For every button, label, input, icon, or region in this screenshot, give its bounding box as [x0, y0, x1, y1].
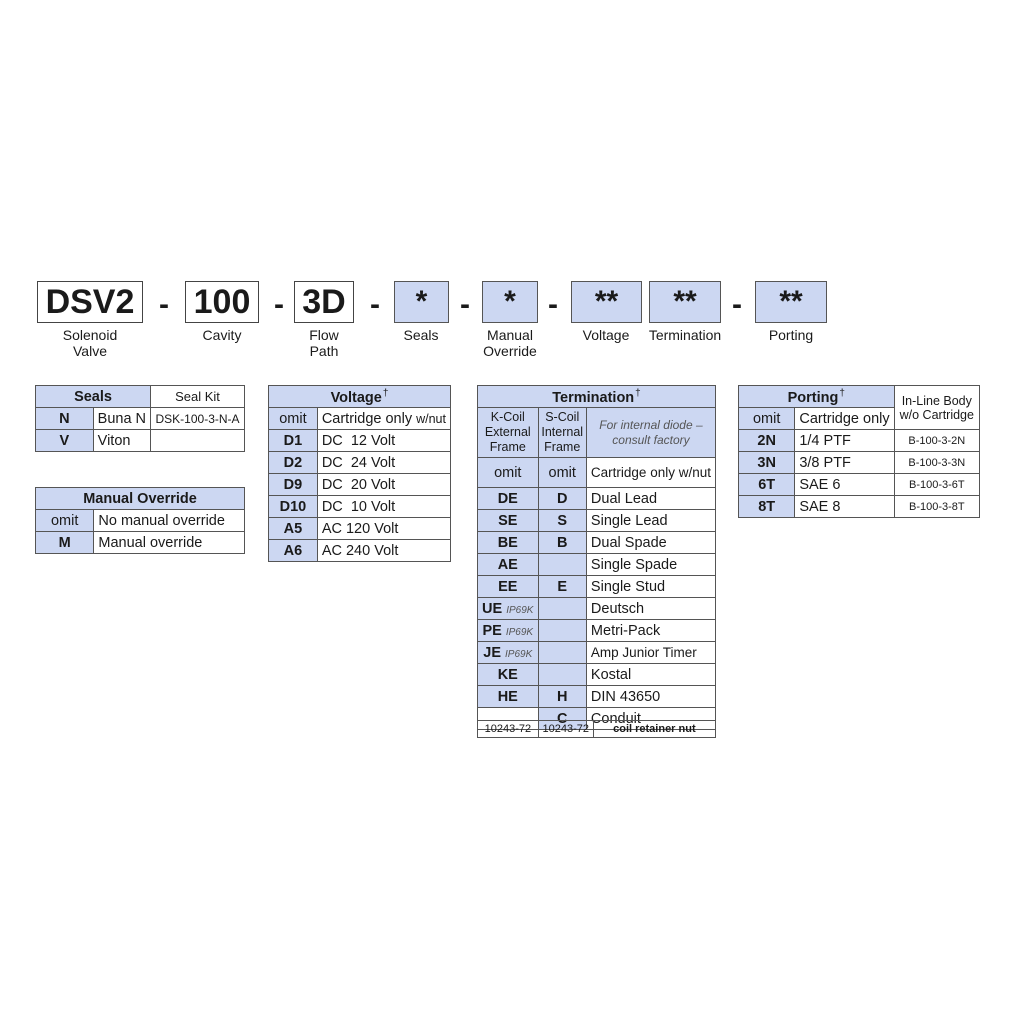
termination-desc: DIN 43650 [586, 686, 715, 708]
termination-desc: Cartridge only w/nut [586, 458, 715, 488]
porting-desc: Cartridge only [795, 408, 894, 430]
table-row [269, 474, 451, 496]
porting-body-part: B-100-3-6T [894, 474, 979, 496]
k-code-text: BE [497, 534, 518, 551]
table-row [36, 408, 245, 430]
seal-desc: Viton [93, 430, 150, 452]
voltage-desc: DC 12 Volt [317, 430, 450, 452]
porting-code: 3N [739, 452, 795, 474]
table-row [478, 664, 716, 686]
model-code-dash: - [274, 288, 284, 321]
k-code-text: SE [498, 512, 518, 529]
voltage-omit-desc: Cartridge only [321, 410, 413, 427]
porting-body-part: B-100-3-2N [894, 430, 979, 452]
termination-s-code: C [538, 708, 586, 730]
porting-code: 8T [739, 496, 795, 518]
table-row [269, 452, 451, 474]
termination-s-code: S [538, 510, 586, 532]
porting-table [738, 385, 980, 518]
termination-k-code [478, 488, 539, 510]
model-code-label-cavity: Cavity [202, 327, 242, 343]
voltage-desc: AC 240 Volt [317, 540, 450, 562]
voltage-title-text: Voltage [330, 389, 382, 406]
nut-desc: coil retainer nut [593, 721, 715, 738]
dagger-mark: † [839, 387, 845, 399]
override-desc: Manual override [94, 532, 245, 554]
termination-desc: Single Stud [586, 576, 715, 598]
override-desc: No manual override [94, 510, 245, 532]
porting-title [739, 386, 895, 408]
termination-s-code [538, 598, 586, 620]
termination-desc: Single Lead [586, 510, 715, 532]
voltage-code: D1 [269, 430, 318, 452]
model-code-box-cavity: 100 [185, 281, 259, 323]
table-row [478, 510, 716, 532]
table-row [739, 430, 980, 452]
porting-desc: 3/8 PTF [795, 452, 894, 474]
termination-k-code: omit [478, 458, 539, 488]
table-row [478, 458, 716, 488]
s-coil-header: S-Coil Internal Frame [538, 408, 586, 458]
voltage-title [269, 386, 451, 408]
termination-k-code [478, 554, 539, 576]
seal-desc: Buna N [93, 408, 150, 430]
porting-body-part: B-100-3-3N [894, 452, 979, 474]
porting-code: 6T [739, 474, 795, 496]
termination-k-code [478, 686, 539, 708]
porting-code: 2N [739, 430, 795, 452]
internal-diode-note: For internal diode – consult factory [586, 408, 715, 458]
termination-k-code [478, 576, 539, 598]
termination-s-code: D [538, 488, 586, 510]
manual-override-title: Manual Override [36, 488, 245, 510]
termination-k-code [478, 664, 539, 686]
voltage-code: D10 [269, 496, 318, 518]
table-row [739, 452, 980, 474]
model-code-box-termination: ** [649, 281, 721, 323]
in-line-body-header: In-Line Body w/o Cartridge [894, 386, 979, 430]
termination-s-code: omit [538, 458, 586, 488]
termination-table [477, 385, 716, 730]
model-code-label-seals: Seals [403, 327, 439, 343]
termination-desc: Amp Junior Timer [586, 642, 715, 664]
voltage-desc: DC 24 Volt [317, 452, 450, 474]
termination-title-text: Termination [552, 389, 635, 406]
termination-s-code [538, 642, 586, 664]
seal-kit-header: Seal Kit [151, 386, 245, 408]
table-row [739, 474, 980, 496]
termination-desc: Dual Lead [586, 488, 715, 510]
termination-s-code [538, 664, 586, 686]
table-row [478, 642, 716, 664]
manual-override-table [35, 487, 245, 554]
model-code-dash: - [460, 288, 470, 321]
table-row [269, 408, 451, 430]
porting-title-text: Porting [787, 389, 839, 406]
model-code-dash: - [370, 288, 380, 321]
termination-s-code: E [538, 576, 586, 598]
termination-k-code [478, 642, 539, 664]
porting-desc: SAE 6 [795, 474, 894, 496]
voltage-desc: DC 10 Volt [317, 496, 450, 518]
termination-desc: Conduit [586, 708, 715, 730]
k-code-text: JE [483, 644, 501, 661]
model-code-dash: - [732, 288, 742, 321]
termination-s-code: B [538, 532, 586, 554]
ip-rating: IP69K [506, 604, 534, 616]
model-code-label-voltage: Voltage [582, 327, 630, 343]
model-code-label-termination: Termination [648, 327, 722, 343]
table-row [478, 686, 716, 708]
ip-rating: IP69K [505, 648, 533, 660]
k-coil-header: K-Coil External Frame [478, 408, 539, 458]
model-code-label-solenoid-valve: Solenoid Valve [62, 327, 118, 359]
voltage-code: A6 [269, 540, 318, 562]
k-code-text: EE [498, 578, 518, 595]
table-row [478, 488, 716, 510]
termination-title [478, 386, 716, 408]
model-code-label-porting: Porting [768, 327, 814, 343]
model-code-box-seals: * [394, 281, 449, 323]
table-row [739, 496, 980, 518]
table-row [478, 554, 716, 576]
k-code-text: DE [497, 490, 518, 507]
table-row [478, 576, 716, 598]
k-code-text: UE [482, 600, 503, 617]
dagger-mark: † [635, 387, 641, 399]
porting-desc: 1/4 PTF [795, 430, 894, 452]
model-code-label-flow-path: Flow Path [309, 327, 339, 359]
model-code-box-manual-override: * [482, 281, 538, 323]
voltage-desc: DC 20 Volt [317, 474, 450, 496]
model-code-box-voltage: ** [571, 281, 642, 323]
porting-code: omit [739, 408, 795, 430]
seal-kit: DSK-100-3-N-A [151, 408, 245, 430]
table-row [36, 510, 245, 532]
termination-desc: Single Spade [586, 554, 715, 576]
termination-desc: Dual Spade [586, 532, 715, 554]
voltage-code: D9 [269, 474, 318, 496]
voltage-table [268, 385, 451, 562]
nut-s-part: 10243-72 [538, 721, 593, 738]
seal-code: V [36, 430, 94, 452]
termination-desc: Kostal [586, 664, 715, 686]
seals-title: Seals [36, 386, 151, 408]
termination-s-code [538, 554, 586, 576]
table-row [478, 532, 716, 554]
porting-desc: SAE 8 [795, 496, 894, 518]
override-code: omit [36, 510, 94, 532]
termination-k-code [478, 620, 539, 642]
model-code-box-flow-path: 3D [294, 281, 354, 323]
ip-rating: IP69K [505, 626, 534, 638]
override-code: M [36, 532, 94, 554]
table-row [478, 721, 716, 738]
seal-code: N [36, 408, 94, 430]
model-code-dash: - [159, 288, 169, 321]
seals-table [35, 385, 245, 452]
table-row [269, 518, 451, 540]
voltage-omit-suffix: w/nut [416, 411, 446, 426]
k-code-text: KE [497, 666, 518, 683]
coil-retainer-nut-table [477, 720, 716, 738]
table-row [36, 532, 245, 554]
table-row [269, 496, 451, 518]
model-code-box-porting: ** [755, 281, 827, 323]
nut-k-part: 10243-72 [478, 721, 539, 738]
table-row [478, 620, 716, 642]
voltage-code: A5 [269, 518, 318, 540]
termination-s-code [538, 620, 586, 642]
termination-desc: Deutsch [586, 598, 715, 620]
termination-k-code [478, 532, 539, 554]
voltage-code: D2 [269, 452, 318, 474]
model-code-dash: - [548, 288, 558, 321]
table-row [478, 598, 716, 620]
porting-body-part: B-100-3-8T [894, 496, 979, 518]
voltage-code: omit [269, 408, 318, 430]
voltage-desc [317, 408, 450, 430]
table-row [269, 540, 451, 562]
k-code-text: AE [497, 556, 518, 573]
model-code-label-manual-override: Manual Override [483, 327, 537, 359]
termination-k-code [478, 510, 539, 532]
termination-desc: Metri-Pack [586, 620, 715, 642]
termination-k-code [478, 598, 539, 620]
seal-kit [151, 430, 245, 452]
termination-s-code: H [538, 686, 586, 708]
model-code-box-solenoid-valve: DSV2 [37, 281, 143, 323]
dagger-mark: † [382, 387, 389, 399]
k-code-text: HE [497, 688, 518, 705]
k-code-text: PE [482, 622, 502, 639]
voltage-desc: AC 120 Volt [317, 518, 450, 540]
table-row [36, 430, 245, 452]
table-row [269, 430, 451, 452]
